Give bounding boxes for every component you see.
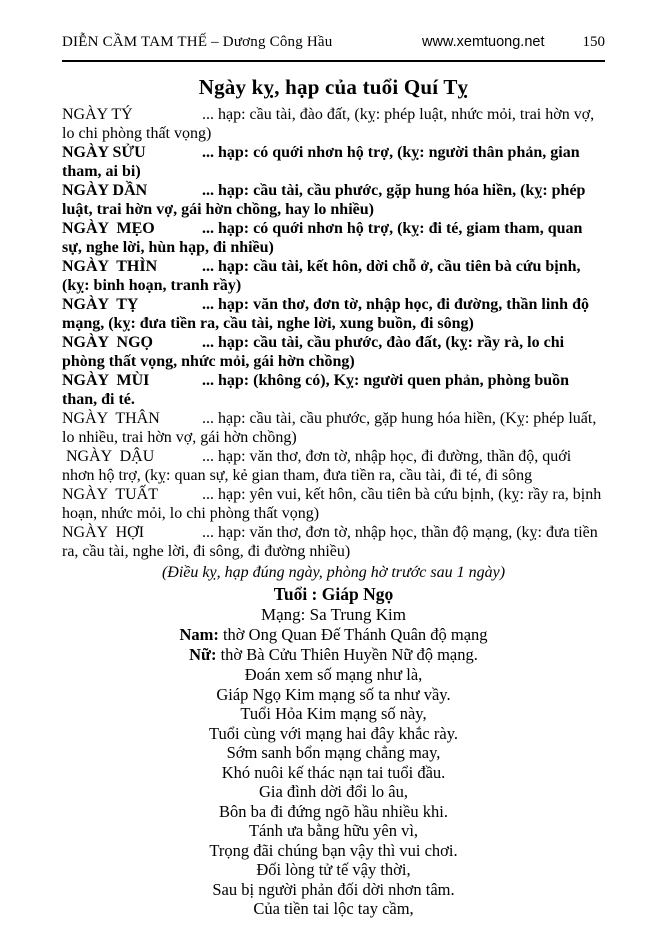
day-entry [62, 105, 605, 143]
day-entry [62, 219, 605, 257]
day-entry-description: ... hạp: yên vui, kết hôn, cầu tiên bà cứu bịnh, (kỵ: rầy ra, bịnh hoạn, nhức mỏi, lo chi phòng thất vọng) [62, 486, 602, 522]
day-entry [62, 371, 605, 409]
verse-line: Đối lòng tử tế vậy thời, [256, 860, 411, 879]
day-entry [62, 523, 605, 561]
book-title: DIỄN CẦM TAM THẾ – Dương Công Hầu [62, 34, 333, 50]
verse-line: Trọng đãi chúng bạn vậy thì vui chơi. [209, 840, 458, 860]
day-entry-description: ... hạp: cầu tài, đào đất, (kỵ: phép luật, nhức mỏi, trai hờn vợ, lo chi phòng thất vọng) [62, 106, 595, 142]
day-entry-description: ... hạp: cầu tài, kết hôn, dời chỗ ở, cầu tiên bà cứu bịnh, (kỵ: binh hoạn, tranh rầy) [62, 258, 581, 294]
day-entry [62, 485, 605, 523]
day-entry-label: NGÀY DẬU [62, 448, 155, 465]
day-entry-description: ... hạp: có quới nhơn hộ trợ, (kỵ: người thân phản, gian tham, ai bi) [62, 144, 580, 180]
day-entry-label: NGÀY NGỌ [62, 334, 153, 351]
day-entry-description: ... hạp: cầu tài, cầu phước, đào đất, (kỵ: rầy rà, lo chi phòng thất vọng, nhức mỏi, gái hờn chồng) [62, 334, 565, 370]
day-entry-description: ... hạp: (không có), Kỵ: người quen phản, phòng buồn than, đi té. [62, 372, 570, 408]
page-header [62, 34, 605, 62]
nu-text: thờ Bà Cửu Thiên Huyền Nữ độ mạng. [216, 645, 478, 664]
day-entry-label: NGÀY TÝ [62, 106, 133, 123]
day-entry-label: NGÀY MẸO [62, 220, 155, 237]
verse-line: Tuổi cùng với mạng hai đây khắc rày. [209, 723, 458, 743]
verse-line: Tánh ưa bằng hữu yên vì, [248, 821, 419, 840]
day-entry-description: ... hạp: văn thơ, đơn tờ, nhập học, đi đường, thần linh độ mạng, (kỵ: đưa tiền ra, cầu tài, nghe lời, xung buồn, đi sông) [62, 296, 589, 332]
nam-worship-line [62, 625, 605, 645]
nu-worship-line [62, 645, 605, 665]
day-entry-label: NGÀY TUẤT [62, 486, 158, 503]
verse-line: Khó nuôi kế thác nạn tai tuổi đầu. [221, 762, 446, 782]
verse-line: Giáp Ngọ Kim mạng số ta như vầy. [216, 684, 451, 704]
note-line: (Điều kỵ, hạp đúng ngày, phòng hờ trước sau 1 ngày) [161, 564, 506, 581]
age-title: Tuổi : Giáp Ngọ [273, 584, 394, 604]
verse-line: Sớm sanh bổn mạng chẳng may, [226, 743, 441, 762]
day-entry-label: NGÀY THÂN [62, 410, 160, 427]
nam-label: Nam: [179, 625, 219, 644]
verse-line: Gia đình dời đổi lo âu, [259, 782, 408, 801]
day-entry [62, 143, 605, 181]
day-entry [62, 295, 605, 333]
menh-line: Mạng: Sa Trung Kim [261, 605, 406, 624]
day-entry-description: ... hạp: có quới nhơn hộ trợ, (kỵ: đi té, giam tham, quan sự, nghe lời, hùn hạp, đi nhiều) [62, 220, 583, 256]
day-entry-label: NGÀY HỢI [62, 524, 145, 541]
day-entries-list [62, 105, 605, 561]
day-entry-label: NGÀY DẦN [62, 182, 148, 199]
day-entry-description: ... hạp: cầu tài, cầu phước, gặp hung hóa hiền, (Kỵ: phép luất, lo nhiều, trai hờn vợ, gái hờn chồng) [62, 410, 597, 446]
day-entry-label: NGÀY THÌN [62, 258, 158, 275]
verse-line: Đoán xem số mạng như là, [244, 665, 423, 684]
day-entry-label: NGÀY TỴ [62, 296, 139, 313]
day-entry [62, 333, 605, 371]
day-entry [62, 257, 605, 295]
verse-line: Của tiền tai lộc tay cầm, [253, 899, 414, 918]
day-entry-label: NGÀY MÙI [62, 372, 150, 389]
nam-text: thờ Ong Quan Đế Thánh Quân độ mạng [218, 625, 488, 644]
page-number: 150 [582, 34, 605, 50]
day-entry [62, 181, 605, 219]
verse-line: Bôn ba đi đứng ngõ hầu nhiều khi. [219, 801, 448, 821]
nu-label: Nữ: [189, 645, 217, 664]
day-entry-description: ... hạp: văn thơ, đơn tờ, nhập học, thần độ mạng, (kỵ: đưa tiền ra, cầu tài, nghe lời, đi sông, đi đường nhiều) [62, 524, 598, 560]
day-entry-label: NGÀY SỬU [62, 144, 146, 161]
day-entry [62, 447, 605, 485]
day-entry-description: ... hạp: văn thơ, đơn tờ, nhập học, đi đường, thần độ, quới nhơn hộ trợ, (kỵ: quan sự, kẻ gian tham, đưa tiền ra, cầu tài, đi té, đi sông [62, 448, 572, 484]
website-url: www.xemtuong.net [421, 34, 545, 50]
day-entry [62, 409, 605, 447]
verse-line: Tuổi Hỏa Kim mạng số này, [240, 704, 427, 723]
verse-block [62, 665, 605, 919]
verse-line: Sau bị người phản đối dời nhơn tâm. [212, 879, 455, 899]
day-entry-description: ... hạp: cầu tài, cầu phước, gặp hung hóa hiền, (kỵ: phép luật, trai hờn vợ, gái hờn chồng, hay lo nhiều) [62, 182, 586, 218]
page-title: Ngày kỵ, hạp của tuổi Quí Tỵ [198, 75, 469, 99]
